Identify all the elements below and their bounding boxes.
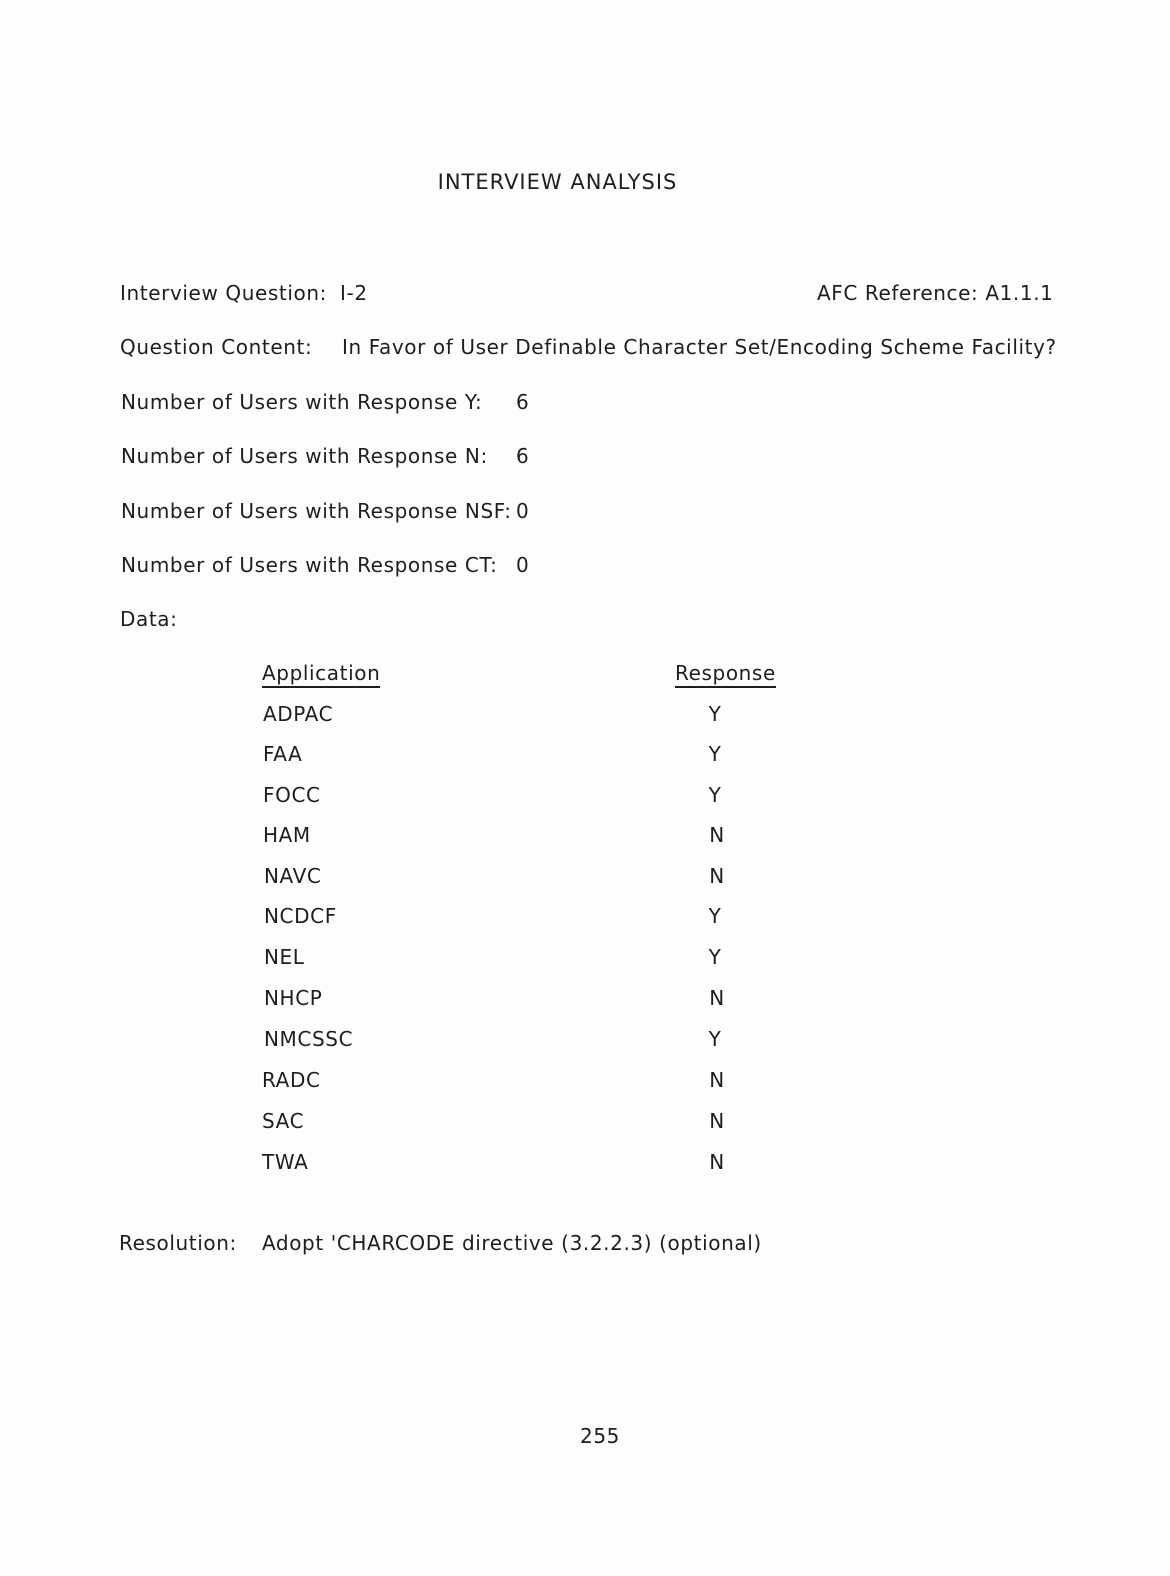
table-header-response: Response bbox=[675, 661, 776, 688]
count-value-ct: 0 bbox=[516, 553, 530, 577]
count-label-nsf: Number of Users with Response NSF: bbox=[121, 499, 512, 523]
table-cell-application: NCDCF bbox=[264, 904, 337, 928]
table-cell-response: N bbox=[709, 1150, 725, 1174]
table-cell-application: NAVC bbox=[264, 864, 322, 888]
question-content-text: In Favor of User Definable Character Set/Encoding Scheme Facility? bbox=[342, 335, 1057, 359]
table-header-application: Application bbox=[262, 661, 380, 688]
table-cell-application: FAA bbox=[263, 742, 303, 766]
table-cell-response: N bbox=[709, 1109, 725, 1133]
count-label-y: Number of Users with Response Y: bbox=[121, 390, 483, 414]
table-cell-response: Y bbox=[708, 904, 722, 928]
table-cell-application: TWA bbox=[262, 1150, 309, 1174]
page-title: INTERVIEW ANALYSIS bbox=[437, 170, 678, 194]
question-value: I-2 bbox=[340, 281, 368, 305]
table-cell-response: N bbox=[709, 823, 725, 847]
table-cell-response: N bbox=[709, 864, 725, 888]
question-content-label: Question Content: bbox=[120, 335, 313, 359]
table-cell-response: Y bbox=[708, 945, 722, 969]
table-cell-application: HAM bbox=[263, 823, 311, 847]
count-value-y: 6 bbox=[516, 390, 530, 414]
count-label-ct: Number of Users with Response CT: bbox=[121, 553, 498, 577]
afc-reference: AFC Reference: A1.1.1 bbox=[817, 281, 1054, 305]
table-cell-application: NHCP bbox=[264, 986, 323, 1010]
question-label: Interview Question: bbox=[120, 281, 327, 305]
table-cell-response: Y bbox=[708, 702, 722, 726]
table-cell-application: FOCC bbox=[263, 783, 321, 807]
count-value-n: 6 bbox=[516, 444, 530, 468]
table-cell-response: Y bbox=[708, 742, 722, 766]
table-cell-application: SAC bbox=[262, 1109, 305, 1133]
count-label-n: Number of Users with Response N: bbox=[121, 444, 488, 468]
table-cell-response: N bbox=[709, 986, 725, 1010]
table-cell-application: NEL bbox=[264, 945, 305, 969]
resolution-label: Resolution: bbox=[119, 1231, 237, 1255]
count-value-nsf: 0 bbox=[516, 499, 530, 523]
table-cell-response: N bbox=[709, 1068, 725, 1092]
table-cell-application: RADC bbox=[262, 1068, 321, 1092]
data-label: Data: bbox=[120, 607, 178, 631]
resolution-text: Adopt 'CHARCODE directive (3.2.2.3) (optional) bbox=[262, 1231, 762, 1255]
page-number: 255 bbox=[580, 1424, 620, 1448]
table-cell-application: ADPAC bbox=[263, 702, 334, 726]
table-cell-response: Y bbox=[708, 1027, 722, 1051]
table-cell-response: Y bbox=[708, 783, 722, 807]
table-cell-application: NMCSSC bbox=[264, 1027, 354, 1051]
